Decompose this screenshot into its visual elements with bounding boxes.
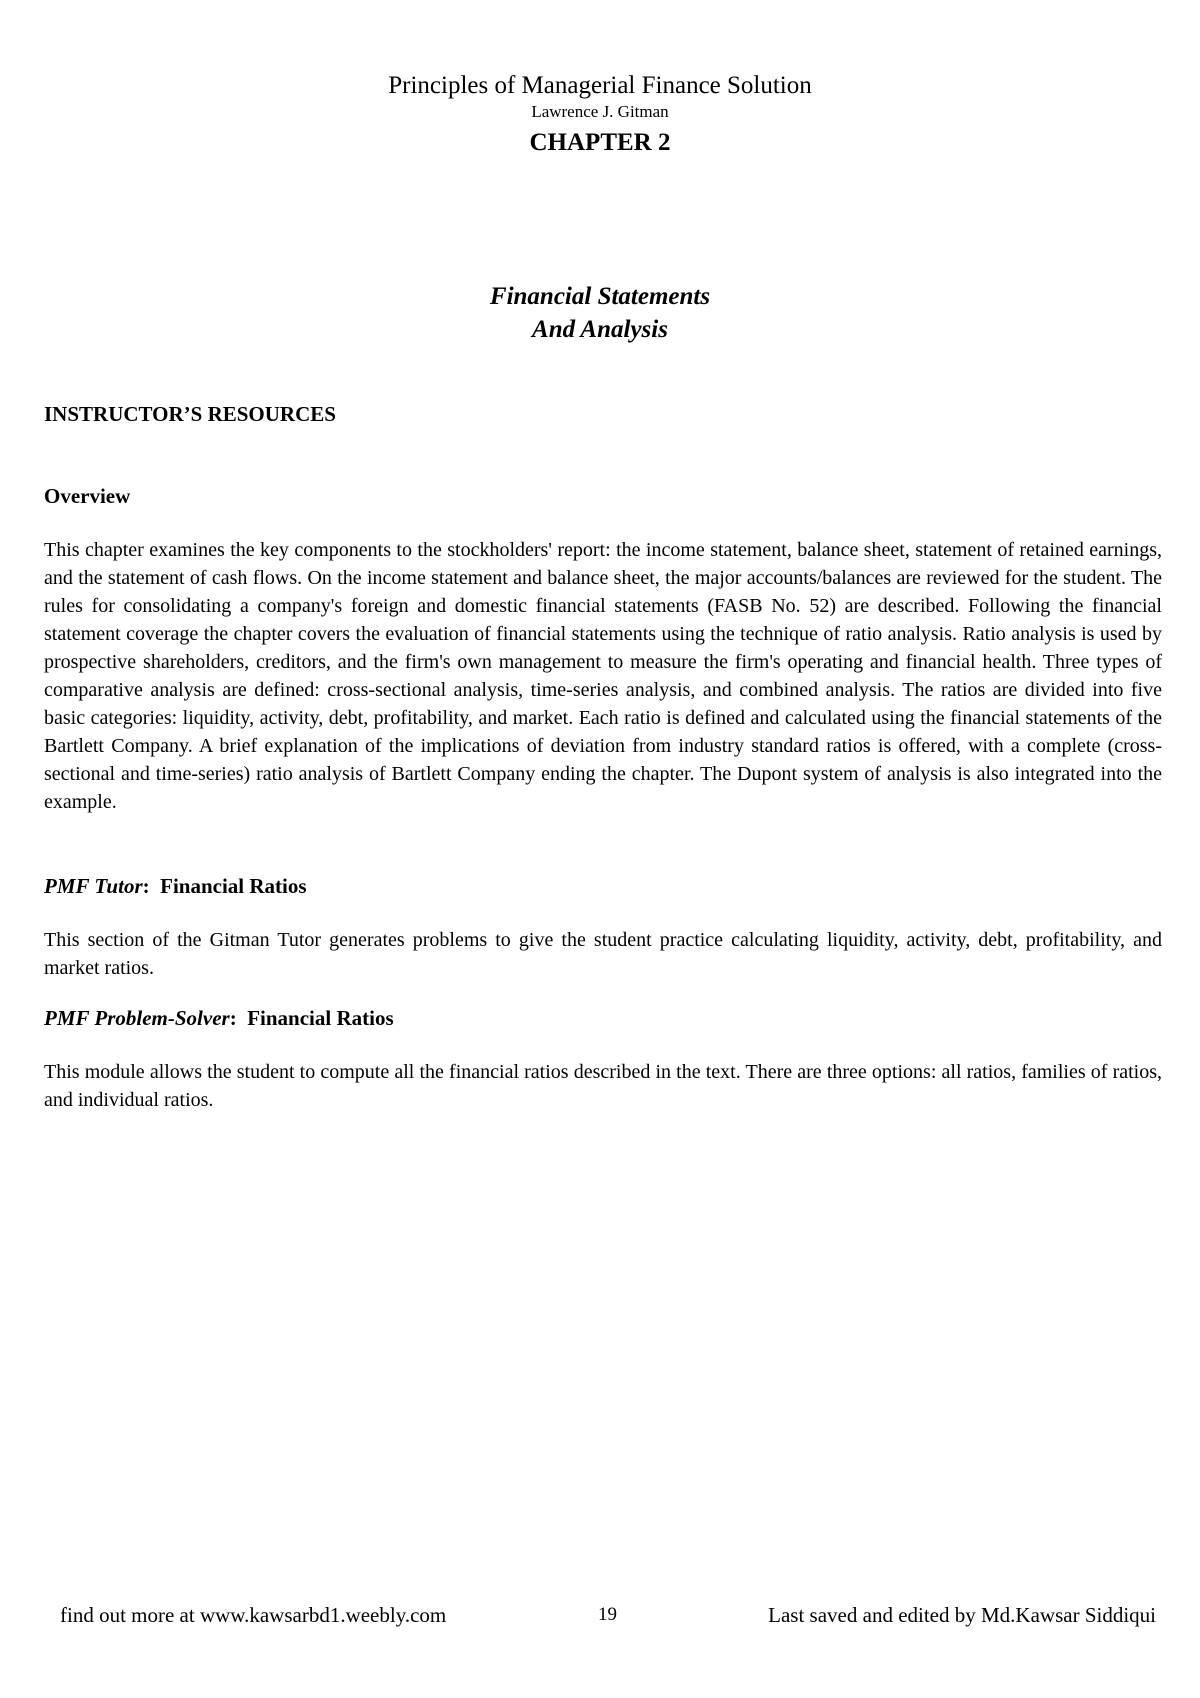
main-content (44, 400, 1162, 1114)
subtitle-line-2: And Analysis (532, 316, 668, 343)
pmf-solver-topic: Financial Ratios (247, 1006, 394, 1030)
pmf-tutor-topic: Financial Ratios (160, 874, 307, 898)
footer-editor-note: Last saved and edited by Md.Kawsar Siddiqui (768, 1603, 1156, 1627)
pmf-solver-name: PMF Problem-Solver (44, 1006, 230, 1030)
pmf-tutor-name: PMF Tutor (44, 874, 143, 898)
document-header (0, 70, 1200, 160)
chapter-title: CHAPTER 2 (529, 129, 671, 156)
book-title: Principles of Managerial Finance Solution (388, 72, 812, 99)
pmf-solver-paragraph: This module allows the student to compute all the financial ratios described in the text. There are three options: all ratios, families of ratios, and individual ratios. (44, 1061, 1162, 1111)
chapter-subtitle (0, 280, 1200, 346)
page-footer (60, 1600, 1156, 1630)
page-number: 19 (598, 1604, 617, 1625)
pmf-solver-separator: : (229, 1006, 237, 1030)
pmf-solver-heading (44, 1004, 1162, 1032)
author-name: Lawrence J. Gitman (531, 102, 669, 121)
footer-website-note: find out more at www.kawsarbd1.weebly.com (60, 1603, 447, 1627)
subtitle-line-1: Financial Statements (489, 283, 711, 310)
pmf-tutor-heading (44, 872, 1162, 900)
pmf-tutor-separator: : (142, 874, 150, 898)
overview-paragraph: This chapter examines the key components to the stockholders' report: the income statement, balance sheet, statement of retained earnings, and the statement of cash flows. On the income statement and balance sheet, the major accounts/balances are reviewed for the student. The rules for consolidating a company's foreign and domestic financial statements (FASB No. 52) are described. Following the financial statement coverage the chapter covers the evaluation of financial statements using the technique of ratio analysis. Ratio analysis is used by prospective shareholders, creditors, and the firm's own management to measure the firm's operating and financial health. Three types of comparative analysis are defined: cross-sectional analysis, time-series analysis, and combined analysis. The ratios are divided into five basic categories: liquidity, activity, debt, profitability, and market. Each ratio is defined and calculated using the financial statements of the Bartlett Company. A brief explanation of the implications of deviation from industry standard ratios is offered, with a complete (cross-sectional and time-series) ratio analysis of Bartlett Company ending the chapter. The Dupont system of analysis is also integrated into the example. (44, 539, 1162, 813)
pmf-tutor-paragraph: This section of the Gitman Tutor generates problems to give the student practice calculating liquidity, activity, debt, profitability, and market ratios. (44, 929, 1162, 979)
instructor-resources-heading: INSTRUCTOR’S RESOURCES (44, 402, 336, 426)
overview-heading: Overview (44, 484, 131, 508)
